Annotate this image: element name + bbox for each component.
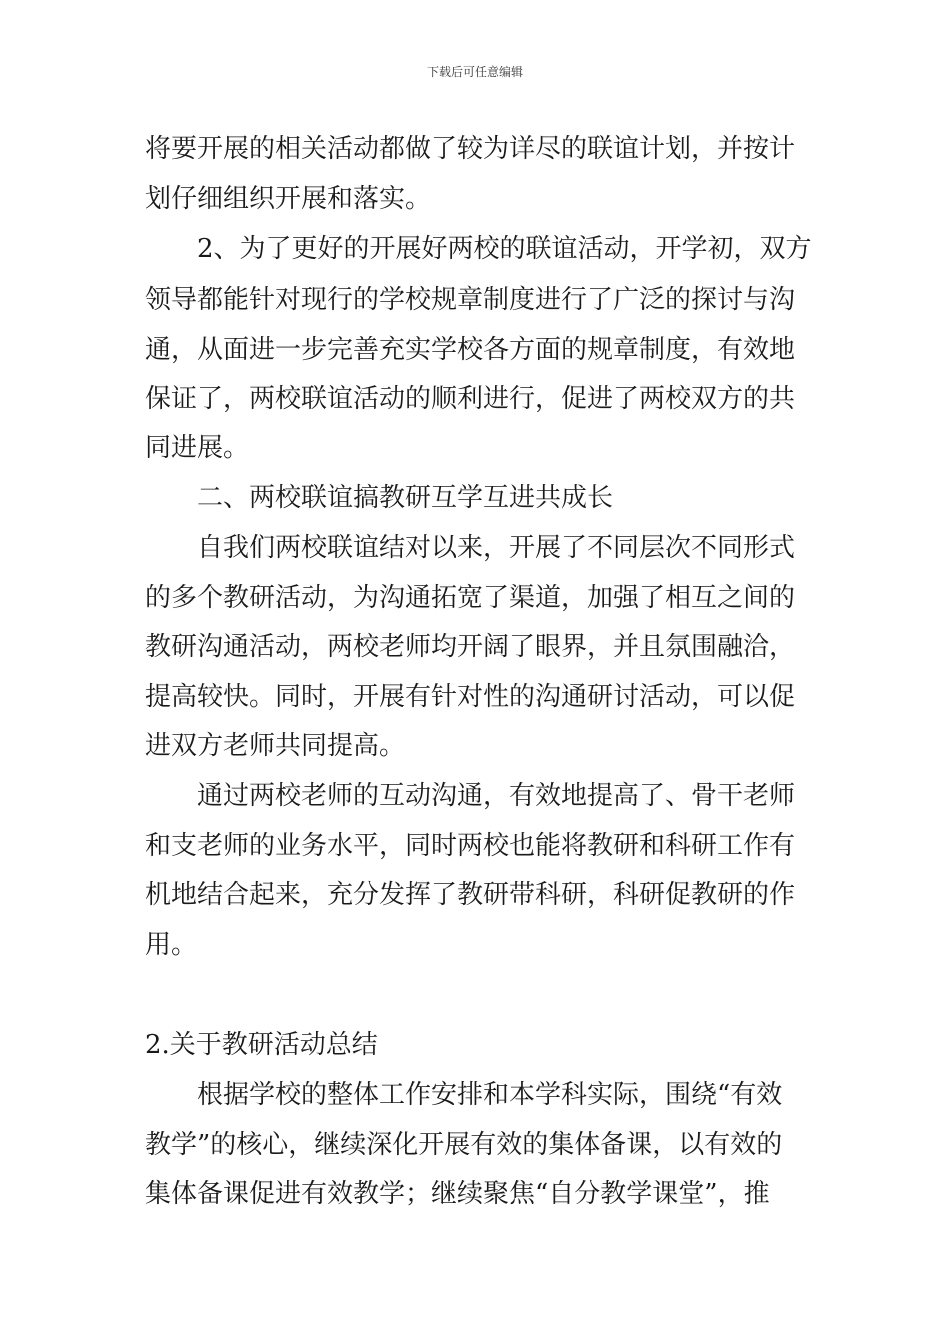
- text-line: 自我们两校联谊结对以来，开展了不同层次不同形式: [197, 533, 796, 563]
- text-line: 用。: [145, 930, 198, 960]
- text-line: 教研沟通活动，两校老师均开阔了眼界，并且氛围融洽，: [145, 632, 796, 662]
- text-line: 保证了，两校联谊活动的顺利进行，促进了两校双方的共: [145, 384, 796, 414]
- text-line: 提高较快。同时，开展有针对性的沟通研讨活动，可以促: [145, 682, 796, 712]
- text-line: 进双方老师共同提高。: [145, 731, 406, 761]
- text-line: 集体备课促进有效教学；继续聚焦“自分教学课堂”，推: [145, 1179, 770, 1209]
- text-line: 和支老师的业务水平，同时两校也能将教研和科研工作有: [145, 831, 796, 861]
- text-line: 教学”的核心，继续深化开展有效的集体备课，以有效的: [145, 1130, 783, 1160]
- text-line: 同进展。: [145, 433, 250, 463]
- text-line: 机地结合起来，充分发挥了教研带科研，科研促教研的作: [145, 880, 796, 910]
- text-line: 通，从面进一步完善充实学校各方面的规章制度，有效地: [145, 335, 796, 365]
- text-line: 的多个教研活动，为沟通拓宽了渠道，加强了相互之间的: [145, 583, 796, 613]
- text-line: 根据学校的整体工作安排和本学科实际，围绕“有效: [197, 1080, 783, 1110]
- section-heading: 二、两校联谊搞教研互学互进共成长: [197, 483, 614, 513]
- page-header: 下载后可任意编辑: [426, 65, 523, 79]
- text-line: 2、为了更好的开展好两校的联谊活动，开学初，双方: [197, 234, 812, 264]
- section-title: 2.关于教研活动总结: [145, 1030, 378, 1060]
- text-line: 通过两校老师的互动沟通，有效地提高了、骨干老师: [197, 781, 796, 811]
- text-line: 将要开展的相关活动都做了较为详尽的联谊计划，并按计: [145, 134, 796, 164]
- text-line: 领导都能针对现行的学校规章制度进行了广泛的探讨与沟: [145, 285, 796, 315]
- text-line: 划仔细组织开展和落实。: [145, 184, 432, 214]
